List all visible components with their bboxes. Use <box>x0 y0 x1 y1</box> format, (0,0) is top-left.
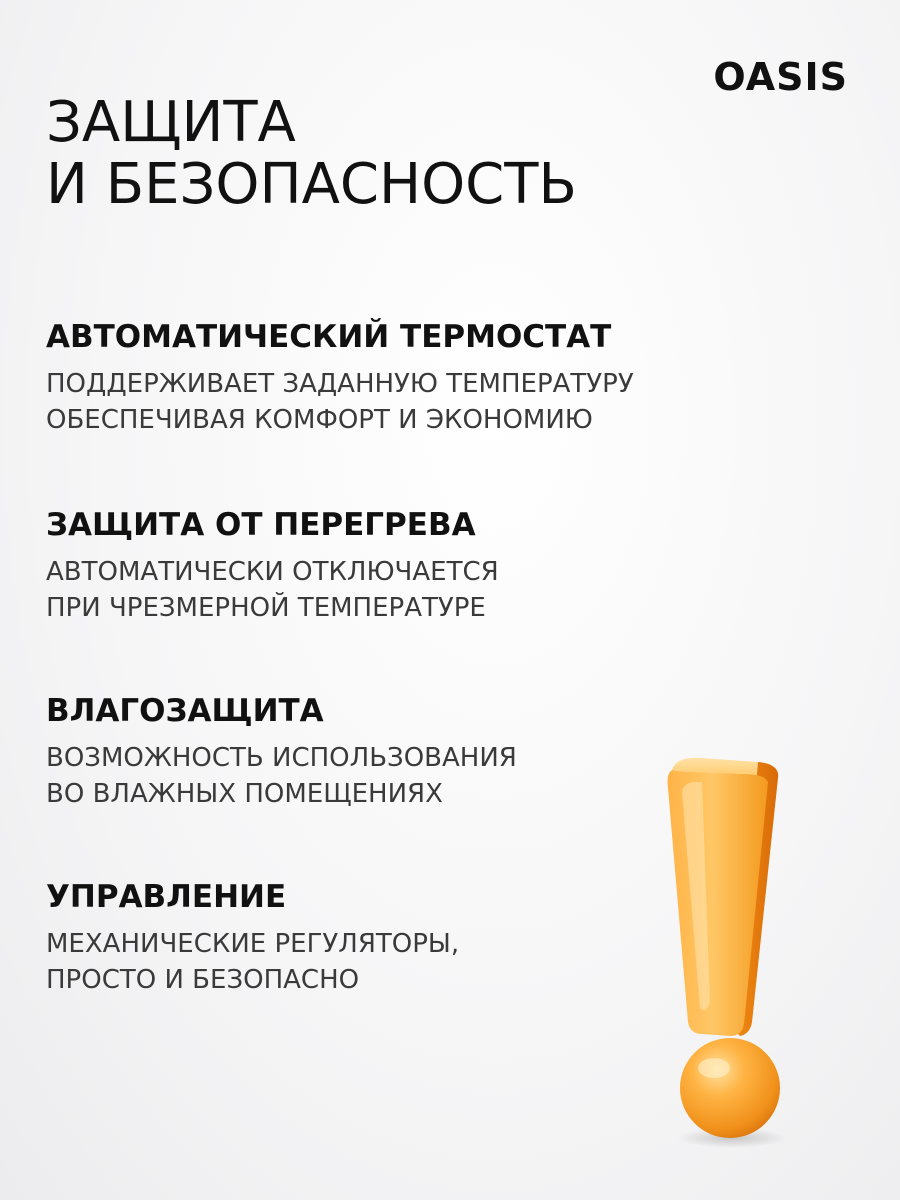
exclamation-mark-icon <box>640 752 820 1152</box>
feature-heading: ЗАЩИТА ОТ ПЕРЕГРЕВА <box>46 507 476 543</box>
feature-description-line: ОБЕСПЕЧИВАЯ КОМФОРТ И ЭКОНОМИЮ <box>46 405 593 435</box>
feature-heading: ВЛАГОЗАЩИТА <box>46 693 324 729</box>
page-title-line-1: ЗАЩИТА <box>46 90 296 155</box>
feature-heading: АВТОМАТИЧЕСКИЙ ТЕРМОСТАТ <box>46 319 612 355</box>
page-title-line-2: И БЕЗОПАСНОСТЬ <box>46 152 577 217</box>
page-title <box>46 92 577 216</box>
feature-description-line: ВОЗМОЖНОСТЬ ИСПОЛЬЗОВАНИЯ <box>46 743 517 773</box>
brand-logo: OASIS <box>713 55 848 99</box>
feature-thermostat <box>46 318 706 438</box>
feature-heading: УПРАВЛЕНИЕ <box>46 879 287 915</box>
feature-moisture-protection <box>46 692 706 812</box>
feature-description <box>46 366 706 438</box>
feature-description-line: ПРОСТО И БЕЗОПАСНО <box>46 965 360 995</box>
feature-description <box>46 740 706 812</box>
feature-description-line: МЕХАНИЧЕСКИЕ РЕГУЛЯТОРЫ, <box>46 929 460 959</box>
feature-overheat-protection <box>46 506 706 626</box>
feature-description-line: АВТОМАТИЧЕСКИ ОТКЛЮЧАЕТСЯ <box>46 557 499 587</box>
feature-description <box>46 554 706 626</box>
feature-description-line: ВО ВЛАЖНЫХ ПОМЕЩЕНИЯХ <box>46 779 443 809</box>
feature-description-line: ПРИ ЧРЕЗМЕРНОЙ ТЕМПЕРАТУРЕ <box>46 593 486 623</box>
feature-control <box>46 878 706 998</box>
feature-description <box>46 926 706 998</box>
feature-description-line: ПОДДЕРЖИВАЕТ ЗАДАННУЮ ТЕМПЕРАТУРУ <box>46 369 634 399</box>
